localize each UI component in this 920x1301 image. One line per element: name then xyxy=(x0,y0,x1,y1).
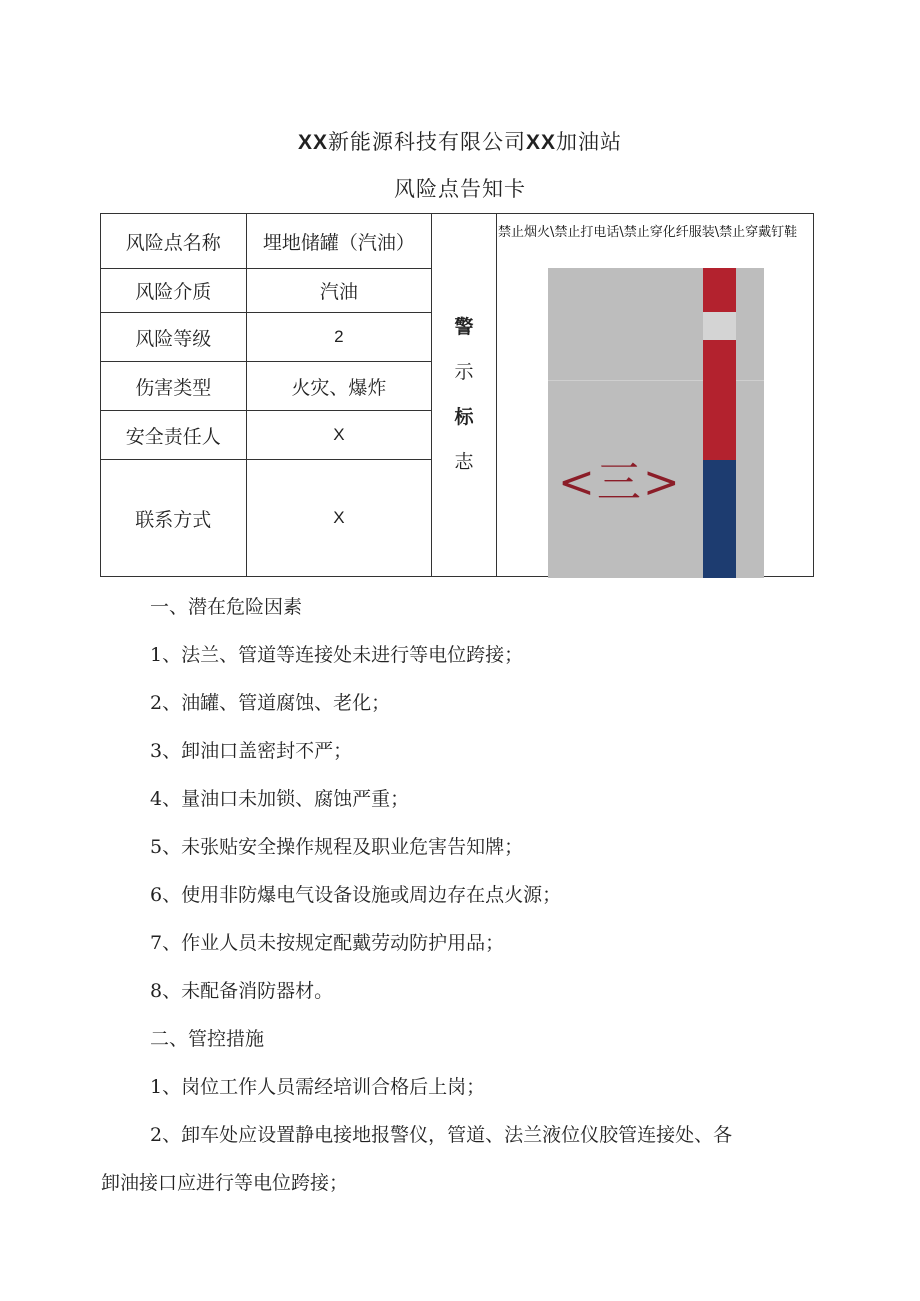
row-value: X xyxy=(246,460,432,577)
grey-strip xyxy=(703,312,736,340)
row-value: 汽油 xyxy=(246,269,432,313)
row-label: 伤害类型 xyxy=(101,362,247,411)
document-title xyxy=(0,126,920,156)
document-subtitle: 风险点告知卡 xyxy=(394,177,526,201)
hazard-item: 2、油罐、管道腐蚀、老化； xyxy=(150,692,391,714)
hazards-heading: 一、潜在危险因素 xyxy=(150,596,303,618)
row-label: 联系方式 xyxy=(101,460,247,577)
row-label: 风险介质 xyxy=(101,269,247,313)
title-prefix: XX xyxy=(297,131,328,154)
row-value: 埋地储罐（汽油） xyxy=(246,214,432,269)
control-item-continued: 卸油接口应进行等电位跨接； xyxy=(101,1172,349,1194)
warning-sign-image xyxy=(548,268,764,578)
title-station-code: XX xyxy=(526,131,557,154)
row-label: 风险点名称 xyxy=(101,214,247,269)
hazard-item: 3、卸油口盖密封不严； xyxy=(150,740,353,762)
hazard-item: 4、量油口未加锁、腐蚀严重； xyxy=(150,788,410,810)
row-value: 2 xyxy=(246,313,432,362)
row-label: 安全责任人 xyxy=(101,411,247,460)
sign-watermark: <三> xyxy=(558,457,682,508)
title-company: 新能源科技有限公司 xyxy=(328,130,526,154)
blue-strip xyxy=(703,460,736,578)
warning-sign-label xyxy=(432,214,497,577)
warning-char: 标 xyxy=(454,406,474,428)
red-strip xyxy=(703,340,736,460)
control-item: 2、卸车处应设置静电接地报警仪，管道、法兰液位仪胶管连接处、各 xyxy=(150,1124,733,1146)
title-suffix: 加油站 xyxy=(556,130,623,154)
row-value: 火灾、爆炸 xyxy=(246,362,432,411)
hazard-item: 5、未张贴安全操作规程及职业危害告知牌； xyxy=(150,836,524,858)
row-value: X xyxy=(246,411,432,460)
table-row xyxy=(101,214,814,269)
controls-heading: 二、管控措施 xyxy=(150,1028,265,1050)
hazard-item: 7、作业人员未按规定配戴劳动防护用品； xyxy=(150,932,505,954)
risk-card xyxy=(100,213,814,578)
row-label: 风险等级 xyxy=(101,313,247,362)
warning-char: 志 xyxy=(454,451,474,473)
warning-char: 示 xyxy=(454,361,474,383)
hazard-item: 1、法兰、管道等连接处未进行等电位跨接； xyxy=(150,644,524,666)
warning-char: 警 xyxy=(454,316,474,338)
red-strip xyxy=(703,268,736,312)
sign-prohibitions: 禁止烟火\禁止打电话\禁止穿化纤服装\禁止穿戴钉鞋 xyxy=(497,225,798,240)
hazard-item: 6、使用非防爆电气设备设施或周边存在点火源； xyxy=(150,884,562,906)
control-item: 1、岗位工作人员需经培训合格后上岗； xyxy=(150,1076,486,1098)
hazard-item: 8、未配备消防器材。 xyxy=(150,980,334,1002)
